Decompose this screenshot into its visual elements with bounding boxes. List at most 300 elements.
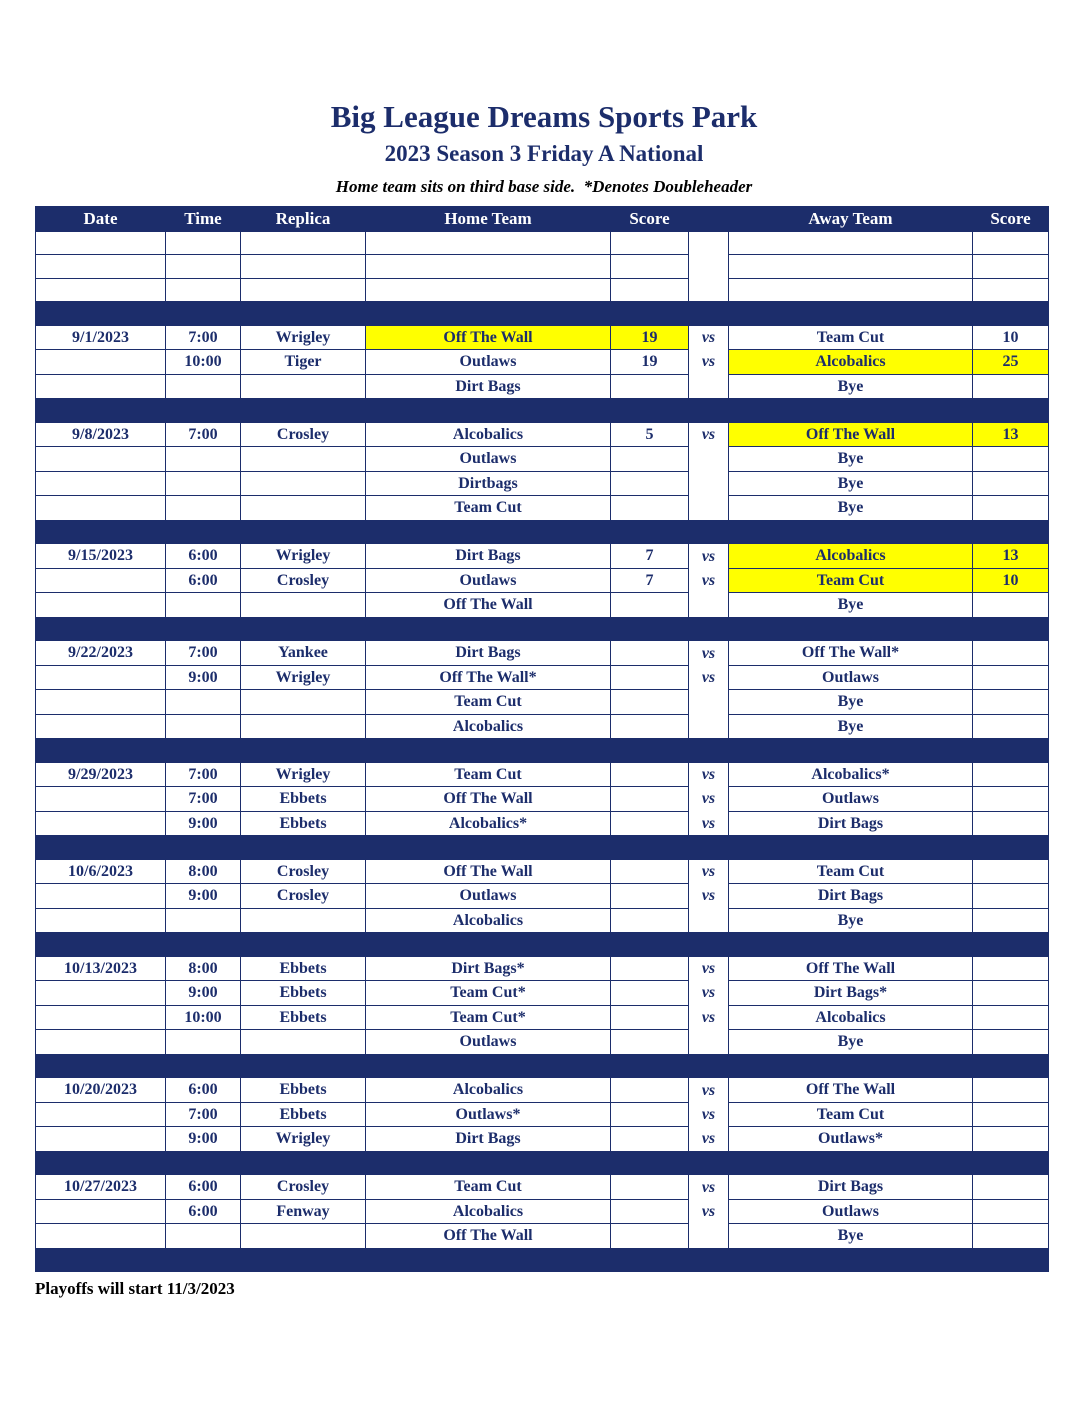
cell-replica [241, 1224, 366, 1249]
cell-date: 9/1/2023 [36, 325, 166, 350]
cell-date [36, 278, 166, 302]
cell-date [36, 471, 166, 496]
cell-replica: Wrigley [241, 544, 366, 569]
cell-replica [241, 908, 366, 933]
cell-time [166, 496, 241, 521]
cell-home-team: Dirt Bags [366, 374, 611, 399]
cell-home-score: 7 [611, 544, 689, 569]
cell-away-score [973, 690, 1049, 715]
cell-time: 7:00 [166, 641, 241, 666]
cell-away-score [973, 665, 1049, 690]
cell-time: 9:00 [166, 811, 241, 836]
cell-away-score [973, 956, 1049, 981]
cell-date [36, 884, 166, 909]
cell-away-team: Bye [729, 374, 973, 399]
cell-replica [241, 714, 366, 739]
cell-date [36, 255, 166, 279]
game-row [36, 422, 1049, 447]
cell-vs: vs [689, 787, 729, 812]
column-header-home-team: Home Team [366, 207, 611, 232]
cell-home-score [611, 665, 689, 690]
game-row [36, 981, 1049, 1006]
table-header-row [36, 207, 1049, 232]
cell-home-score [611, 593, 689, 618]
cell-away-team: Bye [729, 908, 973, 933]
cell-home-team [366, 255, 611, 279]
cell-away-score [973, 811, 1049, 836]
cell-replica: Crosley [241, 1175, 366, 1200]
cell-home-team: Team Cut* [366, 981, 611, 1006]
cell-away-team: Off The Wall [729, 1078, 973, 1103]
cell-vs [689, 714, 729, 739]
cell-time [166, 255, 241, 279]
cell-away-score [973, 1078, 1049, 1103]
empty-row [36, 231, 1049, 255]
cell-home-score [611, 811, 689, 836]
cell-replica: Crosley [241, 884, 366, 909]
column-header-replica: Replica [241, 207, 366, 232]
cell-time [166, 447, 241, 472]
cell-vs: vs [689, 568, 729, 593]
cell-home-score [611, 981, 689, 1006]
cell-replica [241, 593, 366, 618]
cell-home-team: Alcobalics [366, 1078, 611, 1103]
cell-home-score: 19 [611, 350, 689, 375]
cell-time [166, 278, 241, 302]
cell-date [36, 1102, 166, 1127]
cell-away-team: Off The Wall [729, 956, 973, 981]
cell-home-score [611, 908, 689, 933]
cell-date: 9/8/2023 [36, 422, 166, 447]
cell-time: 7:00 [166, 325, 241, 350]
cell-vs: vs [689, 884, 729, 909]
cell-home-team: Team Cut [366, 762, 611, 787]
cell-home-team: Outlaws [366, 568, 611, 593]
separator-bar [36, 739, 1049, 763]
cell-replica: Crosley [241, 568, 366, 593]
cell-replica [241, 255, 366, 279]
cell-replica: Wrigley [241, 1127, 366, 1152]
cell-date [36, 714, 166, 739]
cell-away-team: Bye [729, 1224, 973, 1249]
cell-home-score [611, 1175, 689, 1200]
cell-away-score [973, 593, 1049, 618]
game-row [36, 1102, 1049, 1127]
cell-time [166, 908, 241, 933]
cell-away-team: Dirt Bags* [729, 981, 973, 1006]
cell-vs: vs [689, 1175, 729, 1200]
cell-time [166, 374, 241, 399]
cell-date [36, 908, 166, 933]
cell-time: 6:00 [166, 1078, 241, 1103]
column-header-away-score: Score [973, 207, 1049, 232]
cell-home-team: Alcobalics [366, 714, 611, 739]
cell-replica: Tiger [241, 350, 366, 375]
cell-home-team: Off The Wall* [366, 665, 611, 690]
cell-date [36, 496, 166, 521]
cell-away-team: Bye [729, 690, 973, 715]
cell-away-team: Off The Wall [729, 422, 973, 447]
game-row [36, 641, 1049, 666]
game-row [36, 447, 1049, 472]
cell-vs [689, 690, 729, 715]
separator-bar [36, 836, 1049, 860]
cell-time: 8:00 [166, 956, 241, 981]
cell-date [36, 447, 166, 472]
cell-date [36, 981, 166, 1006]
cell-away-team: Team Cut [729, 568, 973, 593]
cell-replica: Ebbets [241, 1005, 366, 1030]
cell-vs [689, 1224, 729, 1249]
cell-date [36, 811, 166, 836]
cell-away-score [973, 884, 1049, 909]
cell-date [36, 787, 166, 812]
cell-time [166, 593, 241, 618]
cell-date [36, 231, 166, 255]
cell-home-score [611, 1199, 689, 1224]
cell-away-team: Dirt Bags [729, 811, 973, 836]
cell-away-score [973, 255, 1049, 279]
cell-away-score: 25 [973, 350, 1049, 375]
cell-vs: vs [689, 956, 729, 981]
cell-vs: vs [689, 641, 729, 666]
cell-away-score: 13 [973, 544, 1049, 569]
game-row [36, 859, 1049, 884]
cell-away-team: Bye [729, 447, 973, 472]
cell-away-team: Outlaws [729, 1199, 973, 1224]
cell-time: 6:00 [166, 568, 241, 593]
cell-home-score [611, 447, 689, 472]
cell-time: 9:00 [166, 665, 241, 690]
cell-replica [241, 690, 366, 715]
game-row [36, 884, 1049, 909]
cell-date: 9/22/2023 [36, 641, 166, 666]
cell-date [36, 568, 166, 593]
cell-home-score: 7 [611, 568, 689, 593]
cell-away-score [973, 1175, 1049, 1200]
cell-home-score [611, 956, 689, 981]
cell-away-score [973, 908, 1049, 933]
cell-away-score: 10 [973, 568, 1049, 593]
cell-away-score [973, 278, 1049, 302]
cell-home-score [611, 787, 689, 812]
cell-home-score [611, 231, 689, 255]
cell-away-score [973, 447, 1049, 472]
cell-date [36, 1127, 166, 1152]
game-row [36, 690, 1049, 715]
cell-home-team: Alcobalics* [366, 811, 611, 836]
game-row [36, 1127, 1049, 1152]
separator-bar [36, 1054, 1049, 1078]
page-title: Big League Dreams Sports Park [330, 99, 758, 134]
cell-away-team: Alcobalics [729, 1005, 973, 1030]
cell-away-team: Outlaws* [729, 1127, 973, 1152]
cell-date [36, 350, 166, 375]
cell-replica: Fenway [241, 1199, 366, 1224]
cell-vs [689, 255, 729, 279]
cell-time: 6:00 [166, 1175, 241, 1200]
cell-away-score [973, 1030, 1049, 1055]
cell-home-score [611, 1030, 689, 1055]
separator-bar [36, 1151, 1049, 1175]
cell-vs: vs [689, 544, 729, 569]
cell-away-score [973, 1102, 1049, 1127]
cell-replica [241, 1030, 366, 1055]
column-header-time: Time [166, 207, 241, 232]
cell-date [36, 665, 166, 690]
cell-vs: vs [689, 350, 729, 375]
cell-date [36, 1030, 166, 1055]
game-row [36, 544, 1049, 569]
game-row [36, 325, 1049, 350]
cell-date [36, 374, 166, 399]
cell-replica [241, 374, 366, 399]
separator-row [36, 836, 1049, 860]
cell-replica: Ebbets [241, 811, 366, 836]
cell-vs: vs [689, 981, 729, 1006]
cell-home-score [611, 374, 689, 399]
cell-replica [241, 471, 366, 496]
cell-vs: vs [689, 665, 729, 690]
cell-time [166, 714, 241, 739]
cell-away-team: Outlaws [729, 787, 973, 812]
cell-home-team: Dirt Bags* [366, 956, 611, 981]
cell-away-score [973, 471, 1049, 496]
cell-home-score [611, 859, 689, 884]
cell-home-score [611, 1102, 689, 1127]
cell-vs [689, 1030, 729, 1055]
cell-date [36, 1005, 166, 1030]
cell-time: 7:00 [166, 787, 241, 812]
column-header-away-team: Away Team [729, 207, 973, 232]
cell-vs [689, 496, 729, 521]
cell-home-score [611, 1127, 689, 1152]
cell-away-score [973, 231, 1049, 255]
cell-vs: vs [689, 422, 729, 447]
cell-vs [689, 374, 729, 399]
separator-row [36, 617, 1049, 641]
cell-away-team: Bye [729, 496, 973, 521]
cell-time: 6:00 [166, 544, 241, 569]
cell-away-team: Alcobalics [729, 350, 973, 375]
cell-replica: Crosley [241, 859, 366, 884]
cell-time: 7:00 [166, 422, 241, 447]
cell-replica: Crosley [241, 422, 366, 447]
cell-date: 10/6/2023 [36, 859, 166, 884]
separator-row [36, 520, 1049, 544]
cell-replica: Wrigley [241, 762, 366, 787]
separator-row [36, 302, 1049, 326]
cell-away-score: 10 [973, 325, 1049, 350]
cell-date: 10/20/2023 [36, 1078, 166, 1103]
cell-replica: Wrigley [241, 665, 366, 690]
cell-home-team: Dirt Bags [366, 1127, 611, 1152]
cell-away-score [973, 1127, 1049, 1152]
game-row [36, 1030, 1049, 1055]
cell-replica [241, 496, 366, 521]
cell-time: 7:00 [166, 762, 241, 787]
separator-row [36, 933, 1049, 957]
cell-away-score [973, 859, 1049, 884]
cell-away-score [973, 787, 1049, 812]
cell-time [166, 231, 241, 255]
cell-vs: vs [689, 1102, 729, 1127]
cell-date [36, 1199, 166, 1224]
cell-vs [689, 471, 729, 496]
cell-date [36, 593, 166, 618]
cell-away-team: Team Cut [729, 859, 973, 884]
cell-home-team: Alcobalics [366, 1199, 611, 1224]
cell-away-score [973, 714, 1049, 739]
game-row [36, 1175, 1049, 1200]
cell-replica [241, 447, 366, 472]
separator-row [36, 399, 1049, 423]
separator-bar [36, 933, 1049, 957]
cell-away-team: Team Cut [729, 1102, 973, 1127]
cell-replica: Wrigley [241, 325, 366, 350]
cell-time: 10:00 [166, 350, 241, 375]
game-row [36, 1078, 1049, 1103]
cell-time: 7:00 [166, 1102, 241, 1127]
cell-home-team: Off The Wall [366, 325, 611, 350]
cell-away-score [973, 981, 1049, 1006]
cell-away-score [973, 1199, 1049, 1224]
separator-row [36, 1054, 1049, 1078]
game-row [36, 811, 1049, 836]
game-row [36, 593, 1049, 618]
cell-time: 8:00 [166, 859, 241, 884]
cell-home-score [611, 471, 689, 496]
cell-away-team: Off The Wall* [729, 641, 973, 666]
separator-bar [36, 617, 1049, 641]
cell-vs [689, 447, 729, 472]
cell-home-team: Off The Wall [366, 593, 611, 618]
cell-away-team: Bye [729, 471, 973, 496]
cell-vs [689, 908, 729, 933]
cell-away-team: Bye [729, 714, 973, 739]
game-row [36, 762, 1049, 787]
cell-vs: vs [689, 762, 729, 787]
cell-vs: vs [689, 325, 729, 350]
cell-time: 9:00 [166, 981, 241, 1006]
cell-home-team: Outlaws* [366, 1102, 611, 1127]
cell-date: 9/15/2023 [36, 544, 166, 569]
cell-home-team [366, 231, 611, 255]
cell-away-team [729, 231, 973, 255]
cell-away-team: Bye [729, 593, 973, 618]
game-row [36, 374, 1049, 399]
cell-home-team: Outlaws [366, 884, 611, 909]
cell-time [166, 690, 241, 715]
schedule-table [35, 206, 1049, 1272]
cell-time [166, 471, 241, 496]
game-row [36, 665, 1049, 690]
cell-away-team: Alcobalics* [729, 762, 973, 787]
cell-home-team: Team Cut [366, 496, 611, 521]
cell-home-score [611, 278, 689, 302]
column-header-date: Date [36, 207, 166, 232]
column-header-vs [689, 207, 729, 232]
cell-time [166, 1224, 241, 1249]
column-header-home-score: Score [611, 207, 689, 232]
cell-home-team: Dirt Bags [366, 641, 611, 666]
cell-home-team: Alcobalics [366, 908, 611, 933]
cell-home-team: Off The Wall [366, 1224, 611, 1249]
cell-away-score [973, 1224, 1049, 1249]
cell-home-team: Team Cut* [366, 1005, 611, 1030]
game-row [36, 787, 1049, 812]
cell-home-team [366, 278, 611, 302]
cell-away-score [973, 496, 1049, 521]
cell-vs [689, 278, 729, 302]
cell-home-team: Outlaws [366, 447, 611, 472]
separator-bar [36, 399, 1049, 423]
cell-date: 10/13/2023 [36, 956, 166, 981]
cell-time: 9:00 [166, 884, 241, 909]
cell-home-score [611, 690, 689, 715]
cell-replica: Ebbets [241, 956, 366, 981]
cell-home-score [611, 762, 689, 787]
cell-vs: vs [689, 1005, 729, 1030]
cell-replica: Ebbets [241, 1078, 366, 1103]
cell-home-team: Alcobalics [366, 422, 611, 447]
cell-away-team: Outlaws [729, 665, 973, 690]
cell-away-team: Team Cut [729, 325, 973, 350]
cell-time: 6:00 [166, 1199, 241, 1224]
cell-home-score [611, 884, 689, 909]
cell-home-team: Outlaws [366, 350, 611, 375]
cell-replica [241, 278, 366, 302]
cell-time: 9:00 [166, 1127, 241, 1152]
cell-away-team: Dirt Bags [729, 1175, 973, 1200]
cell-vs: vs [689, 1199, 729, 1224]
cell-vs [689, 593, 729, 618]
cell-replica: Ebbets [241, 787, 366, 812]
cell-away-team: Bye [729, 1030, 973, 1055]
cell-home-team: Off The Wall [366, 787, 611, 812]
cell-away-team: Alcobalics [729, 544, 973, 569]
cell-replica [241, 231, 366, 255]
cell-home-team: Dirtbags [366, 471, 611, 496]
game-row [36, 496, 1049, 521]
playoffs-note: Playoffs will start 11/3/2023 [35, 1279, 235, 1299]
cell-home-team: Off The Wall [366, 859, 611, 884]
cell-away-team: Dirt Bags [729, 884, 973, 909]
cell-away-score [973, 762, 1049, 787]
cell-date [36, 1224, 166, 1249]
separator-bar [36, 520, 1049, 544]
cell-home-score [611, 1005, 689, 1030]
separator-bar [36, 302, 1049, 326]
cell-home-team: Dirt Bags [366, 544, 611, 569]
cell-home-score [611, 714, 689, 739]
game-row [36, 908, 1049, 933]
game-row [36, 1005, 1049, 1030]
cell-vs: vs [689, 859, 729, 884]
separator-row [36, 1248, 1049, 1272]
cell-home-team: Team Cut [366, 1175, 611, 1200]
cell-away-score [973, 374, 1049, 399]
game-row [36, 1199, 1049, 1224]
cell-replica: Ebbets [241, 1102, 366, 1127]
cell-away-team [729, 255, 973, 279]
cell-home-team: Outlaws [366, 1030, 611, 1055]
cell-home-score [611, 1224, 689, 1249]
cell-date: 9/29/2023 [36, 762, 166, 787]
game-row [36, 956, 1049, 981]
game-row [36, 350, 1049, 375]
cell-away-team [729, 278, 973, 302]
